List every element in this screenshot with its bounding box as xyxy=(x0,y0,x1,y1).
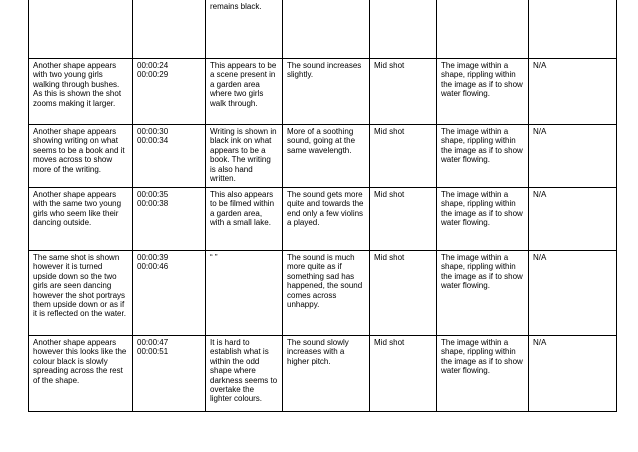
visual-cell: “ ” xyxy=(206,251,283,336)
effect-cell: The image within a shape, rippling within the image as if to show water flowing. xyxy=(437,188,529,251)
sound-cell: The sound is much more quite as if something sad has happened, the sound comes across unhappy. xyxy=(283,251,370,336)
effect-cell: The image within a shape, rippling within the image as if to show water flowing. xyxy=(437,125,529,188)
shot-type-cell xyxy=(370,0,437,59)
description-cell: Another shape appears with two young girls walking through bushes. As this is shown the shot zooms making it larger. xyxy=(29,59,133,125)
shot-type-cell: Mid shot xyxy=(370,336,437,412)
timecode-cell: 00:00:47 00:00:51 xyxy=(133,336,206,412)
sound-cell xyxy=(283,0,370,59)
table-row xyxy=(29,125,617,188)
sound-cell: More of a soothing sound, going at the same wavelength. xyxy=(283,125,370,188)
description-cell: Another shape appears showing writing on what seems to be a book and it moves across to show more of the writing. xyxy=(29,125,133,188)
effect-cell: The image within a shape, rippling within the image as if to show water flowing. xyxy=(437,251,529,336)
other-cell: N/A xyxy=(529,125,617,188)
shot-analysis-table xyxy=(28,0,617,412)
timecode-cell xyxy=(133,0,206,59)
visual-cell: This appears to be a scene present in a garden area where two girls walk through. xyxy=(206,59,283,125)
description-cell xyxy=(29,0,133,59)
sound-cell: The sound gets more quite and towards the end only a few violins a played. xyxy=(283,188,370,251)
description-cell: The same shot is shown however it is turned upside down so the two girls are seen dancing however the shot portrays them upside down or as if it is reflected on the water. xyxy=(29,251,133,336)
shot-type-cell: Mid shot xyxy=(370,188,437,251)
visual-cell: remains black. xyxy=(206,0,283,59)
effect-cell xyxy=(437,0,529,59)
visual-cell: It is hard to establish what is within the odd shape where darkness seems to overtake the lighter colours. xyxy=(206,336,283,412)
effect-cell: The image within a shape, rippling within the image as if to show water flowing. xyxy=(437,336,529,412)
table-row xyxy=(29,59,617,125)
description-cell: Another shape appears however this looks like the colour black is slowly spreading across the rest of the shape. xyxy=(29,336,133,412)
other-cell xyxy=(529,0,617,59)
visual-cell: This also appears to be filmed within a garden area, with a small lake. xyxy=(206,188,283,251)
timecode-cell: 00:00:35 00:00:38 xyxy=(133,188,206,251)
other-cell: N/A xyxy=(529,59,617,125)
timecode-cell: 00:00:39 00:00:46 xyxy=(133,251,206,336)
sound-cell: The sound slowly increases with a higher pitch. xyxy=(283,336,370,412)
visual-cell: Writing is shown in black ink on what appears to be a book. The writing is also hand written. xyxy=(206,125,283,188)
timecode-cell: 00:00:24 00:00:29 xyxy=(133,59,206,125)
table-row xyxy=(29,188,617,251)
other-cell: N/A xyxy=(529,188,617,251)
effect-cell: The image within a shape, rippling within the image as if to show water flowing. xyxy=(437,59,529,125)
shot-type-cell: Mid shot xyxy=(370,251,437,336)
other-cell: N/A xyxy=(529,251,617,336)
other-cell: N/A xyxy=(529,336,617,412)
shot-type-cell: Mid shot xyxy=(370,59,437,125)
description-cell: Another shape appears with the same two young girls who seem like their dancing outside. xyxy=(29,188,133,251)
table-row xyxy=(29,336,617,412)
sound-cell: The sound increases slightly. xyxy=(283,59,370,125)
table-row xyxy=(29,251,617,336)
shot-type-cell: Mid shot xyxy=(370,125,437,188)
table-row xyxy=(29,0,617,59)
timecode-cell: 00:00:30 00:00:34 xyxy=(133,125,206,188)
